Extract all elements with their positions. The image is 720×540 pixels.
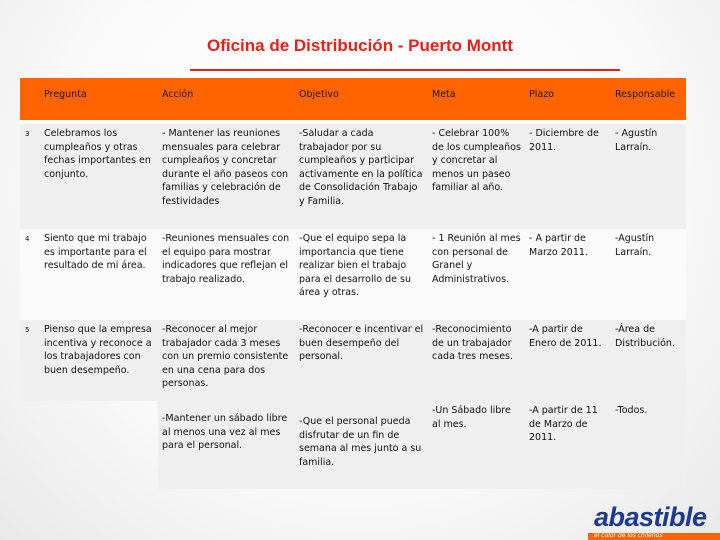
cell-pregunta: Pienso que la empresa incentiva y reconoce a los trabajadores con buen desempeño. [40,320,158,401]
cell-responsable: -Todos. [611,401,686,489]
row-number: 3 [20,122,40,229]
header-plazo: Plazo [525,78,611,122]
cell-meta: - 1 Reunión al mes con personal de Granel y Administrativos. [428,229,525,320]
slide-title: Oficina de Distribución - Puerto Montt [207,36,513,55]
header-accion: Acción [158,78,295,122]
header-responsable: Responsable [611,78,686,122]
cell-objetivo: -Que el personal pueda disfrutar de un fin de semana al mes junto a su familia. [295,401,428,489]
abastible-logo [588,500,720,540]
table-header-row [20,78,686,122]
cell-meta: - Celebrar 100% de los cumpleaños y concretar al menos un paseo familiar al año. [428,122,525,229]
cell-accion: - Mantener las reuniones mensuales para celebrar cumpleaños y concretar durante el año paseos con familias y celebración de festividades [158,122,295,229]
cell-accion: -Reuniones mensuales con el equipo para mostrar indicadores que reflejan el trabajo realizado. [158,229,295,320]
cell-accion: -Reconocer al mejor trabajador cada 3 meses con un premio consistente en una cena para dos personas. [158,320,295,401]
cell-objetivo: -Que el equipo sepa la importancia que tiene realizar bien el trabajo para el desarrollo de su área y otras. [295,229,428,320]
table-row [20,229,686,320]
cell-objetivo: -Saludar a cada trabajador por su cumpleaños y participar activamente en la política de Consolidación Trabajo y Familia. [295,122,428,229]
cell-responsable: -Agustín Larraín. [611,229,686,320]
cell-pregunta [40,401,158,489]
cell-pregunta: Celebramos los cumpleaños y otras fechas importantes en conjunto. [40,122,158,229]
header-pregunta: Pregunta [40,78,158,122]
logo-wordmark: abastible [594,502,707,532]
row-number [20,401,40,489]
cell-plazo: - Diciembre de 2011. [525,122,611,229]
row-number: 4 [20,229,40,320]
cell-responsable: - Agustín Larraín. [611,122,686,229]
header-objetivo: Objetivo [295,78,428,122]
header-meta: Meta [428,78,525,122]
cell-responsable: -Área de Distribución. [611,320,686,401]
logo-tagline: el calor de los chilenos [594,532,663,539]
header-number [20,78,40,122]
table-row [20,401,686,489]
table-row [20,122,686,229]
action-plan-table [20,78,686,489]
title-underline [190,69,620,71]
cell-plazo: - A partir de Marzo 2011. [525,229,611,320]
cell-objetivo: -Reconocer e incentivar el buen desempeño del personal. [295,320,428,401]
cell-accion: -Mantener un sábado libre al menos una vez al mes para el personal. [158,401,295,489]
cell-meta: -Un Sábado libre al mes. [428,401,525,489]
cell-plazo: -A partir de 11 de Marzo de 2011. [525,401,611,489]
row-number: 5 [20,320,40,401]
cell-meta: -Reconocimiento de un trabajador cada tres meses. [428,320,525,401]
cell-pregunta: Siento que mi trabajo es importante para el resultado de mi área. [40,229,158,320]
cell-plazo: -A partir de Enero de 2011. [525,320,611,401]
table-row [20,320,686,401]
